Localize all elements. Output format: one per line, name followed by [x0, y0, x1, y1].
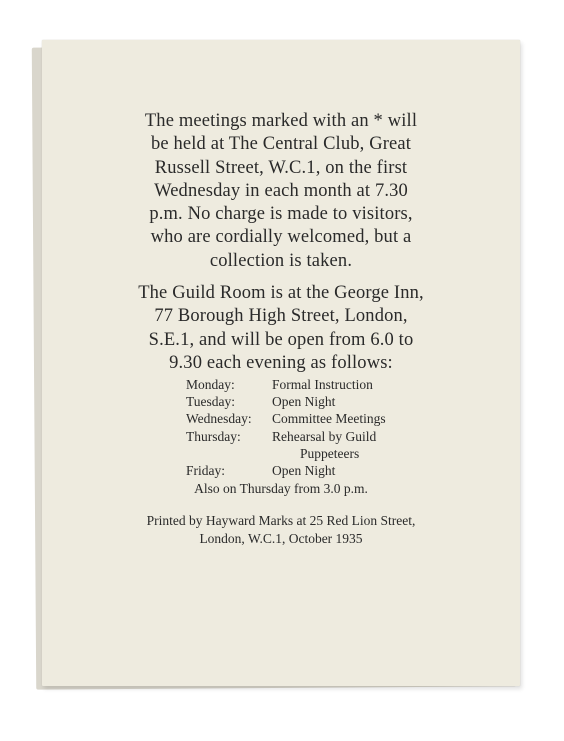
- paragraph-line: who are cordially welcomed, but a: [150, 227, 412, 248]
- schedule-activity: Open Night: [272, 463, 336, 479]
- paragraph-line: Wednesday in each month at 7.30: [154, 180, 408, 201]
- paragraph-line: be held at The Central Club, Great: [150, 134, 412, 155]
- printer-imprint: [42, 512, 520, 547]
- schedule-row-friday: [186, 462, 386, 479]
- schedule-activity-multiline: [272, 428, 376, 462]
- schedule-day: Wednesday:: [186, 411, 252, 427]
- guild-room-paragraph: [42, 282, 520, 375]
- paragraph-line: p.m. No charge is made to visitors,: [149, 204, 413, 225]
- paragraph-line: S.E.1, and will be open from 6.0 to: [148, 329, 414, 350]
- paragraph-line: Russell Street, W.C.1, on the first: [154, 157, 408, 178]
- schedule-day: Thursday:: [186, 428, 241, 444]
- schedule-day: Tuesday:: [186, 394, 236, 410]
- imprint-line: Printed by Hayward Marks at 25 Red Lion Street,: [146, 513, 416, 528]
- paragraph-line: The Guild Room is at the George Inn,: [138, 283, 424, 303]
- paragraph-line: 9.30 each evening as follows:: [169, 352, 393, 373]
- paragraph-line: collection is taken.: [209, 250, 353, 271]
- schedule-activity: Open Night: [272, 394, 336, 410]
- schedule-activity-continuation: Puppeteers: [300, 445, 360, 461]
- schedule-activity: Rehearsal by Guild: [272, 428, 377, 444]
- schedule-row-thursday: [186, 428, 386, 462]
- weekly-schedule: [186, 376, 386, 479]
- meetings-paragraph: [42, 110, 520, 273]
- paragraph-line: The meetings marked with an * will: [144, 111, 418, 131]
- imprint-line: London, W.C.1, October 1935: [199, 530, 363, 546]
- schedule-day: Monday:: [186, 377, 235, 392]
- schedule-row-monday: [186, 376, 386, 393]
- schedule-row-tuesday: [186, 393, 386, 410]
- schedule-day: Friday:: [186, 463, 225, 479]
- schedule-row-wednesday: [186, 410, 386, 427]
- paragraph-line: 77 Borough High Street, London,: [154, 306, 408, 327]
- printed-card: [42, 40, 520, 686]
- thursday-note: Also on Thursday from 3.0 p.m.: [194, 481, 368, 496]
- schedule-activity: Committee Meetings: [272, 411, 386, 427]
- schedule-activity: Formal Instruction: [272, 377, 373, 392]
